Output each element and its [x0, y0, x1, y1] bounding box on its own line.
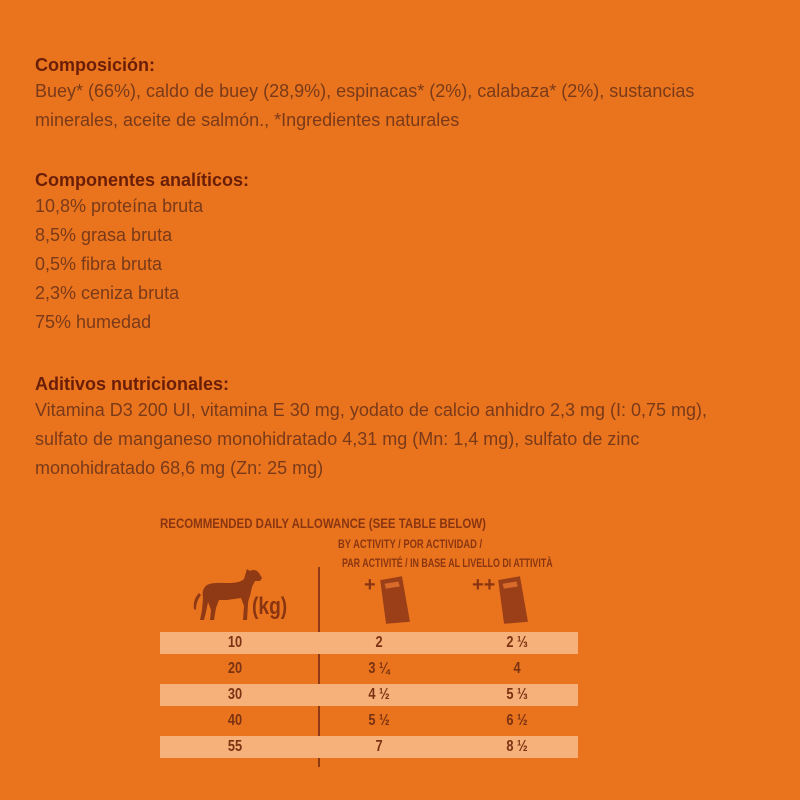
analytic-heading: Componentes analíticos:: [35, 170, 250, 190]
analytic-item: 10,8% proteína bruta: [35, 196, 204, 216]
plus-sign: +: [364, 575, 376, 596]
cell-activity-plusplus: 4: [513, 660, 521, 677]
additives-text: [35, 396, 775, 483]
cell-activity-plus: 4 ½: [368, 686, 390, 703]
analytic-item: 8,5% grasa bruta: [35, 225, 173, 245]
analytic-section: [35, 168, 775, 337]
cell-weight: 10: [227, 634, 243, 651]
cell-weight: 30: [227, 686, 243, 703]
additives-section: [35, 372, 775, 483]
activity-header-line2: PAR ACTIVITÉ / IN BASE AL LIVELLO DI ATTIVITÀ: [342, 556, 553, 570]
additives-line: Vitamina D3 200 UI, vitamina E 30 mg, yodato de calcio anhidro 2,3 mg (I: 0,75 mg),: [35, 400, 708, 420]
table-row: [160, 684, 578, 706]
additives-line: monohidratado 68,6 mg (Zn: 25 mg): [35, 458, 324, 478]
pouch-plusplus-icon: [472, 575, 542, 630]
composition-text: [35, 77, 775, 135]
analytic-item: 75% humedad: [35, 312, 152, 332]
composition-heading: Composición:: [35, 55, 155, 75]
activity-header-line1: BY ACTIVITY / POR ACTIVIDAD /: [338, 537, 483, 551]
analytic-item: 2,3% ceniza bruta: [35, 283, 180, 303]
table-row: [160, 632, 578, 654]
cell-activity-plusplus: 5 ⅓: [506, 686, 528, 703]
daily-allowance-table: [160, 512, 580, 782]
cell-activity-plus: 3 ¼: [368, 660, 390, 677]
cell-weight: 55: [227, 738, 243, 755]
cell-activity-plus: 7: [375, 738, 383, 755]
additives-heading: Aditivos nutricionales:: [35, 374, 230, 394]
cell-activity-plus: 5 ½: [368, 712, 390, 729]
table-row: [160, 736, 578, 758]
composition-line: Buey* (66%), caldo de buey (28,9%), espinacas* (2%), calabaza* (2%), sustancias: [35, 81, 695, 101]
cell-activity-plusplus: 8 ½: [506, 738, 528, 755]
table-title: RECOMMENDED DAILY ALLOWANCE (SEE TABLE BELOW): [160, 515, 486, 531]
table-row: [160, 658, 578, 680]
composition-line: minerales, aceite de salmón., *Ingredientes naturales: [35, 110, 460, 130]
additives-line: sulfato de manganeso monohidratado 4,31 mg (Mn: 1,4 mg), sulfato de zinc: [35, 429, 640, 449]
table-row: [160, 710, 578, 732]
cell-weight: 40: [227, 712, 243, 729]
analytic-item: 0,5% fibra bruta: [35, 254, 163, 274]
analytic-list: [35, 192, 775, 337]
cell-activity-plusplus: 2 ⅓: [506, 634, 528, 651]
weight-label: (kg): [252, 593, 288, 620]
pouch-plus-icon: [364, 575, 424, 630]
composition-section: [35, 53, 775, 135]
cell-activity-plus: 2: [375, 634, 383, 651]
plusplus-sign: ++: [472, 575, 496, 596]
cell-activity-plusplus: 6 ½: [506, 712, 528, 729]
cell-weight: 20: [227, 660, 243, 677]
